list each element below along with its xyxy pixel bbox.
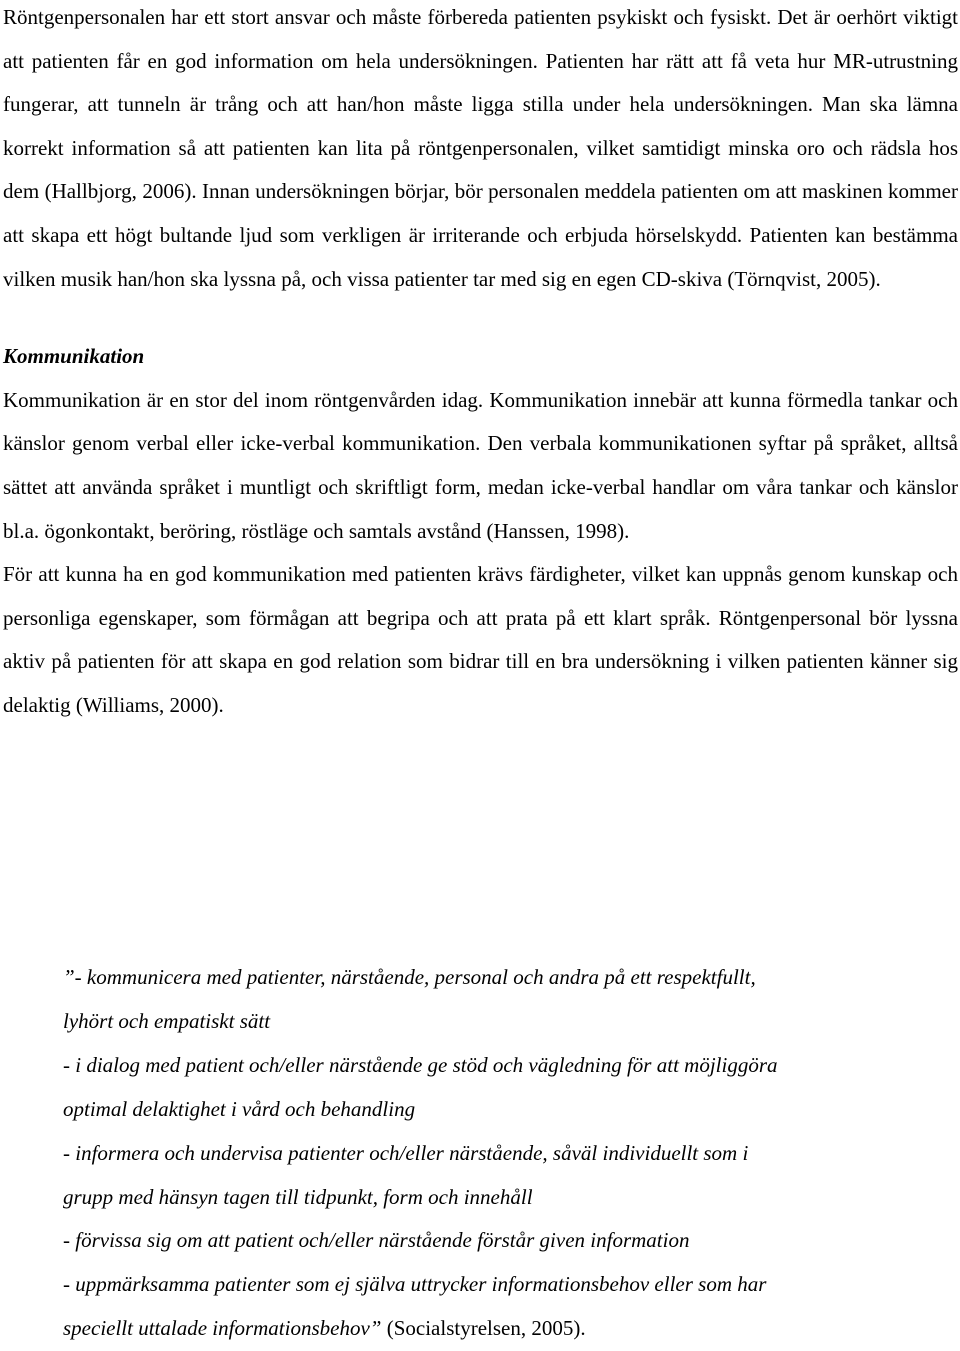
quote-line: grupp med hänsyn tagen till tidpunkt, form och innehåll: [63, 1184, 533, 1209]
quote-line-final: [63, 1307, 958, 1351]
quote-line: - förvissa sig om att patient och/eller närstående förstår given information: [63, 1228, 690, 1253]
section-heading-kommunikation: Kommunikation: [3, 344, 145, 369]
citation: (Socialstyrelsen, 2005).: [381, 1316, 586, 1341]
block-quote-socialstyrelsen: [63, 956, 958, 1351]
quote-line: - informera och undervisa patienter och/eller närstående, såväl individuellt som i: [63, 1140, 749, 1165]
quote-text-end: speciellt uttalade informationsbehov”: [63, 1316, 382, 1341]
quote-line: ”- kommunicera med patienter, närstående, personal och andra på ett respektfullt,: [63, 965, 756, 989]
quote-line: optimal delaktighet i vård och behandling: [63, 1096, 416, 1121]
quote-line: - uppmärksamma patienter som ej själva uttrycker informationsbehov eller som har: [63, 1272, 767, 1297]
document-page: [3, 0, 958, 728]
quote-line: - i dialog med patient och/eller närstående ge stöd och vägledning för att möjliggöra: [63, 1052, 778, 1077]
paragraph-patient-preparation: Röntgenpersonalen har ett stort ansvar och måste förbereda patienten psykiskt och fysiskt. Det är oerhört viktigt att patienten får en god information om hela undersökningen. Patienten har rätt att få veta hur MR-utrustning fungerar, att tunneln är trång och att han/hon måste ligga stilla under hela undersökningen. Man ska lämna korrekt information så att patienten kan lita på röntgenpersonalen, vilket samtidigt minska oro och rädsla hos dem (Hallbjorg, 2006). Innan undersökningen börjar, bör personalen meddela patienten om att maskinen kommer att skapa ett högt bultande ljud som verkligen är irriterande och erbjuda hörselskydd. Patienten kan bestämma vilken musik han/hon ska lyssna på, och vissa patienter tar med sig en egen CD-skiva (Törnqvist, 2005).: [3, 5, 958, 291]
quote-line: lyhört och empatiskt sätt: [63, 1008, 271, 1033]
paragraph-communication-skills: För att kunna ha en god kommunikation med patienten krävs färdigheter, vilket kan uppnås genom kunskap och personliga egenskaper, som förmågan att begripa och att prata på ett klart språk. Röntgenpersonal bör lyssna aktiv på patienten för att skapa en god relation som bidrar till en bra undersökning i vilken patienten känner sig delaktig (Williams, 2000).: [3, 562, 958, 717]
paragraph-communication-definition: Kommunikation är en stor del inom röntgenvården idag. Kommunikation innebär att kunna förmedla tankar och känslor genom verbal eller icke-verbal kommunikation. Den verbala kommunikationen syftar på språket, alltså sättet att använda språket i muntligt och skriftligt form, medan icke-verbal handlar om våra tankar och känslor bl.a. ögonkontakt, beröring, röstläge och samtals avstånd (Hanssen, 1998).: [3, 387, 958, 543]
